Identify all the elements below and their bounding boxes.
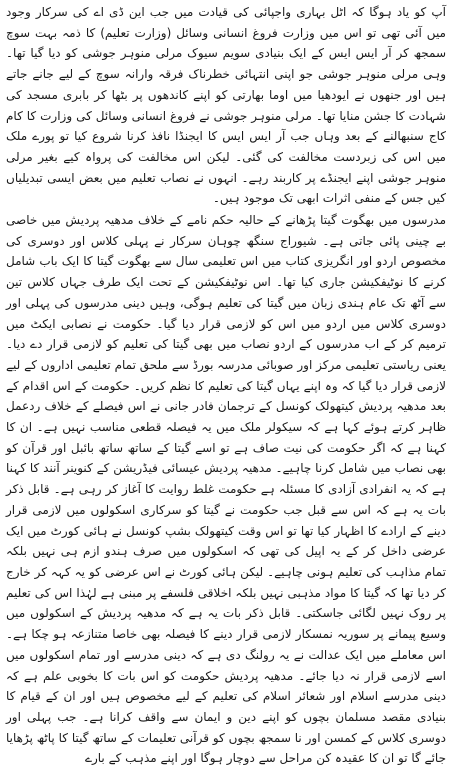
article-paragraph-gita: مدرسوں میں بھگوت گیتا پڑھانے کے حالیہ حکم نامے کے خلاف مدھیہ پردیش میں خاصی بے چینی پائی جاتی ہے۔ شیوراج سنگھ چوہان سرکار نے پہلی کلاس اور دوسری کی مخصوص اردو اور انگریزی کتاب میں اس تعلیمی سال سے بھگوت گیتا کا ایک باب شامل کرنے کا نوٹیفکیشن جاری کیا تھا۔ اس نوٹیفکیشن کے تحت ایک طرف جہاں کلاس تین سے آٹھ تک عام ہندی زبان میں گیتا کی تعلیم ہوگی، وہیں دینی مدرسوں کی پہلی اور دوسری کلاس میں اردو میں اس کو لازمی قرار دیا گیا۔ حکومت نے نصابی ایکٹ میں ترمیم کر کے اب مدرسوں کے اردو نصاب میں بھی گیتا کی تعلیم کو لازمی قرار دے دیا۔ یعنی ریاستی تعلیمی مرکز اور صوبائی مدرسہ بورڈ سے ملحق تمام تعلیمی اداروں کے لیے لازمی قرار دیا گیا کہ وہ اپنے یہاں گیتا کی تعلیم کا نظم کریں۔ حکومت کے اس اقدام کے بعد مدھیہ پردیش کیتھولک کونسل کے ترجمان فادر جانی نے اس فیصلے کے خلاف ردعمل ظاہر کرتے ہوئے کہا ہے کہ سیکولر ملک میں یہ فیصلہ قطعی مناسب نہیں ہے۔ ان کا کہنا ہے کہ اگر حکومت کی نیت صاف ہے تو اسے گیتا کے ساتھ ساتھ بائبل اور قرآن کو بھی نصاب میں شامل کرنا چاہیے۔ مدھیہ پردیش عیسائی فیڈریشن کے کنوینر آنند کا کہنا ہے کہ یہ انفرادی آزادی کا مسئلہ ہے حکومت غلط روایت کا آغاز کر رہی ہے۔ قابل ذکر بات یہ ہے کہ اس سے قبل جب حکومت نے گیتا کو سرکاری اسکولوں میں لازمی قرار دینے کے ارادے کا اظہار کیا تھا تو اس وقت کیتھولک بشپ کونسل نے ہائی کورٹ میں ایک عرضی داخل کر کے یہ اپیل کی تھی کہ اسکولوں میں صرف ہندو ازم ہی نہیں بلکہ تمام مذاہب کی تعلیم ہونی چاہیے۔ لیکن ہائی کورٹ نے اس عرضی کو یہ کہہ کر خارج کر دیا تھا کہ گیتا کا مواد مذہبی نہیں بلکہ اخلاقی فلسفے پر مبنی ہے لہٰذا اس کی تعلیم پر روک نہیں لگائی جاسکتی۔ قابل ذکر بات یہ ہے کہ مدھیہ پردیش کے اسکولوں میں وسیع پیمانے پر سوریہ نمسکار لازمی قرار دینے کا فیصلہ بھی خاصا متنازعہ ہو چکا ہے۔ اس معاملے میں ایک عدالت نے یہ رولنگ دی ہے کہ دینی مدرسے اور تمام اسکولوں میں اسے لازمی قرار نہ دیا جائے۔ مدھیہ پردیش حکومت کو اس بات کا بخوبی علم ہے کہ دینی مدرسے اسلام اور شعائر اسلام کی تعلیم کے لیے مخصوص ہیں اور ان کے قیام کا بنیادی مقصد مسلمان بچوں کو اپنے دین و ایمان سے واقف کرانا ہے۔ جب پہلی اور دوسری کلاس کے کمسن اور نا سمجھ بچوں کو قرآنی تعلیمات کے ساتھ گیتا کا پاٹھ پڑھایا جائے گا تو ان کا عقیدہ کن مراحل سے دوچار ہوگا اور اپنے مذہب کے بارے [6, 213, 446, 766]
article-paragraph-intro: آپ کو یاد ہوگا کہ اٹل بہاری واجپائی کی قیادت میں جب این ڈی اے کی سرکار وجود میں آئی تھی تو اس میں وزارت فروغ انسانی وسائل (وزارت تعلیم) کا ذمہ بہت سوچ سمجھ کر آر ایس ایس کے ایک بنیادی سویم سیوک مرلی منوہر جوشی کو دیا گیا تھا۔ وہی مرلی منوہر جوشی جو اپنی انتہائی خطرناک فرقہ وارانہ سوچ کے لیے جانے جاتے ہیں اور جنھوں نے ایودھیا میں اوما بھارتی کو اپنے کاندھوں پر بٹھا کر بابری مسجد کی شہادت کا جشن منایا تھا۔ مرلی منوہر جوشی نے فروغ انسانی وسائل کی وزارت کا کام کاج سنبھالنے کے بعد وہاں جب آر ایس ایس کا ایجنڈا نافذ کرنا شروع کیا تو پورے ملک میں اس کی زبردست مخالفت کی گئی۔ لیکن اس مخالفت کی پرواہ کیے بغیر مرلی منوہر جوشی اپنے ایجنڈے پر کاربند رہے۔ انہوں نے نصاب تعلیم میں بعض ایسی تبدیلیاں کیں جس کے منفی اثرات ابھی تک موجود ہیں۔ [6, 5, 446, 206]
